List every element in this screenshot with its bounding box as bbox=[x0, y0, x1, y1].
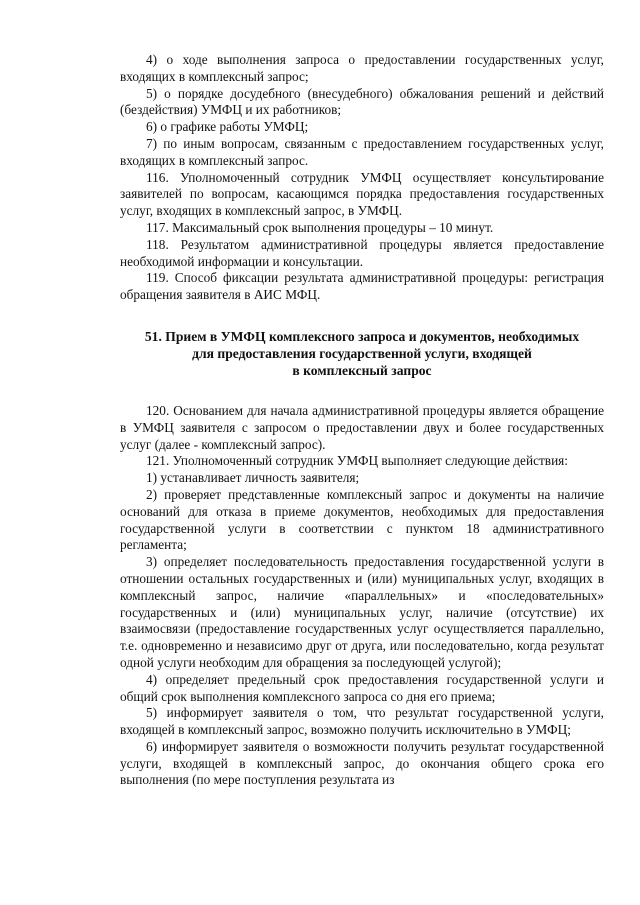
section-heading-line: для предоставления государственной услуги, входящей bbox=[192, 345, 532, 361]
paragraph: 1) устанавливает личность заявителя; bbox=[146, 470, 360, 486]
paragraph: 119. Способ фиксации результата административной процедуры: регистрация обращения заявителя в АИС МФЦ. bbox=[120, 270, 604, 303]
paragraph: 5) о порядке досудебного (внесудебного) обжалования решений и действий (бездействия) УМФЦ и их работников; bbox=[120, 85, 604, 118]
paragraph: 117. Максимальный срок выполнения процедуры – 10 минут. bbox=[146, 219, 494, 235]
paragraph: 4) о ходе выполнения запроса о предоставлении государственных услуг, входящих в комплексный запрос; bbox=[120, 52, 604, 84]
paragraph: 121. Уполномоченный сотрудник УМФЦ выполняет следующие действия: bbox=[146, 453, 568, 469]
paragraph: 4) определяет предельный срок предоставления государственной услуги и общий срок выполнения комплексного запроса со дня его приема; bbox=[120, 671, 604, 704]
paragraph: 116. Уполномоченный сотрудник УМФЦ осуществляет консультирование заявителей по вопросам, касающимся порядка предоставления государственных услуг, входящих в комплексный запрос, в УМФЦ. bbox=[120, 169, 604, 219]
paragraph: 120. Основанием для начала административной процедуры является обращение в УМФЦ заявителя с запросом о предоставлении двух и более государственных услуг (далее - комплексный запрос). bbox=[120, 402, 604, 452]
paragraph: 6) о графике работы УМФЦ; bbox=[146, 119, 309, 135]
section-heading bbox=[120, 328, 604, 379]
paragraph: 3) определяет последовательность предоставления государственной услуги в отношении остальных государственных и (или) муниципальных услуг, входящих в комплексный запрос, наличие «параллельных» и «последовательных» государственных и (или) муниципальных услуг, наличие (отсутствие) их взаимосвязи (предоставление государственных услуг осуществляется параллельно, т.е. одновременно и независимо друг от друга, или последовательно, когда результат одной услуги необходим для обращения за последующей услугой); bbox=[120, 554, 604, 670]
paragraph: 6) информирует заявителя о возможности получить результат государственной услуги, входящей в комплексный запрос, до окончания общего срока его выполнения (по мере поступления результата из bbox=[120, 738, 604, 788]
paragraph: 7) по иным вопросам, связанным с предоставлением государственных услуг, входящих в комплексный запрос. bbox=[120, 135, 604, 168]
section-heading-line: в комплексный запрос bbox=[292, 362, 432, 378]
paragraph: 5) информирует заявителя о том, что результат государственной услуги, входящей в комплексный запрос, возможно получить исключительно в УМФЦ; bbox=[120, 705, 604, 738]
paragraph: 118. Результатом административной процедуры является предоставление необходимой информации и консультации. bbox=[120, 236, 604, 269]
paragraph: 2) проверяет представленные комплексный запрос и документы на наличие оснований для отказа в приеме документов, необходимых для предоставления государственной услуги в соответствии с пунктом 18 административного регламента; bbox=[120, 486, 604, 553]
section-heading-line: 51. Прием в УМФЦ комплексного запроса и документов, необходимых bbox=[144, 328, 580, 344]
